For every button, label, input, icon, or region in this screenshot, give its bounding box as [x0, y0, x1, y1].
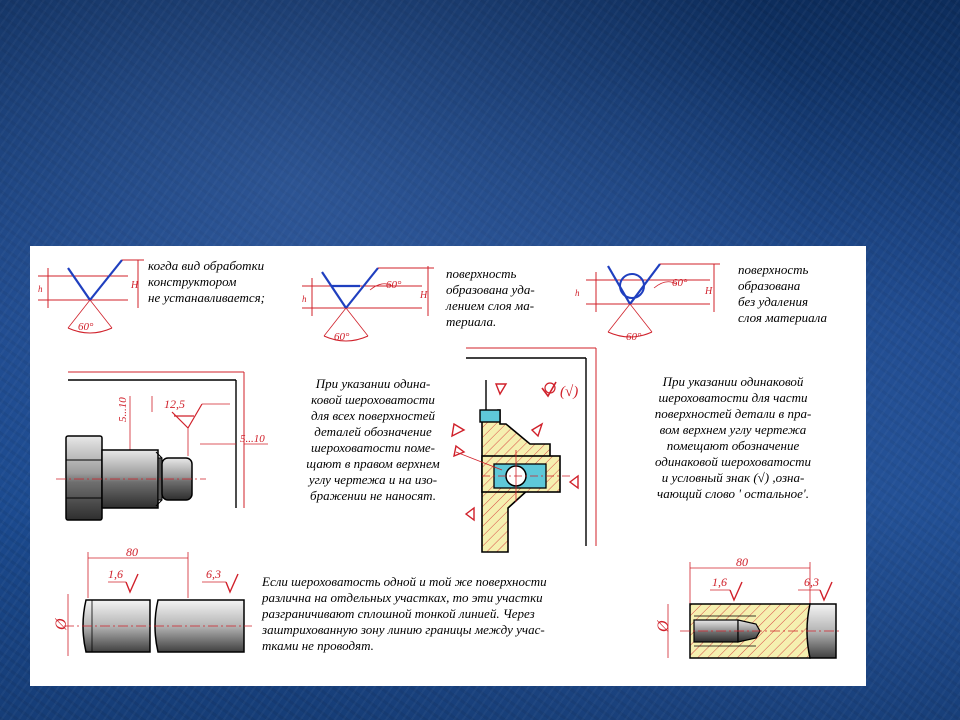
rest-sign-label: (√) [560, 384, 579, 400]
roughness-6-3-label: 6,3 [206, 567, 221, 581]
roughness-sign-basic [38, 260, 144, 333]
roughness-sign-no-removal [575, 264, 720, 343]
note-same-roughness-part: При указании одинаковой шероховатости для части поверхностей детали в пра- вом верхнем углу чертежа помещают обозначение одинаковой шероховатости и условный знак (√) ,озна- чающий слово ' остальное'. [654, 374, 812, 501]
roughness-6-3-label: 6,3 [804, 575, 819, 589]
H-label: H [420, 290, 428, 301]
angle-label: 60° [334, 331, 350, 343]
diameter-label: Ø [655, 620, 672, 632]
angle-label: 60° [78, 321, 94, 333]
dimension-5-10-label: 5...10 [240, 433, 265, 445]
note-type-unspecified: когда вид обработки конструктором не устанавливается; [148, 258, 265, 305]
long-shaft-drawing [53, 545, 252, 656]
diameter-label: Ø [53, 618, 70, 630]
angle-label: 60° [626, 331, 642, 343]
drawing-panel [30, 246, 866, 686]
dimension-80-label: 80 [736, 555, 748, 569]
shaft-drawing [56, 372, 268, 520]
note-same-roughness-all: При указании одина- ковой шероховатости для всех поверхностей деталей обозначение шероховатости поме- щают в правом верхнем углу чертежа и на изо- бражении не наносят. [306, 376, 440, 503]
note-no-material-removal: поверхность образована без удаления слоя материала [738, 262, 828, 325]
h-label: h [302, 294, 307, 304]
roughness-1-6-label: 1,6 [108, 567, 123, 581]
roughness-sign-removal [302, 266, 434, 343]
h-label: h [38, 284, 43, 294]
threaded-shaft-drawing [655, 555, 842, 658]
note-material-removal: поверхность образована уда- лением слоя ма- териала. [446, 266, 535, 329]
roughness-12-5-label: 12,5 [164, 397, 185, 411]
dimension-80-label: 80 [126, 545, 138, 559]
h-label: h [575, 288, 580, 298]
dimension-5-10-vertical-label: 5...10 [117, 397, 129, 422]
angle-label: 60° [672, 277, 688, 289]
roughness-1-6-label: 1,6 [712, 575, 727, 589]
note-different-sections: Если шероховатость одной и той же поверхности различна на отдельных участках, то эти участки разграничивают сплошной тонкой линией. Через заштрихованную зону линию границы между учас- тками не проводят. [262, 574, 547, 653]
angle-label: 60° [386, 279, 402, 291]
H-label: H [131, 280, 139, 291]
H-label: H [705, 286, 713, 297]
